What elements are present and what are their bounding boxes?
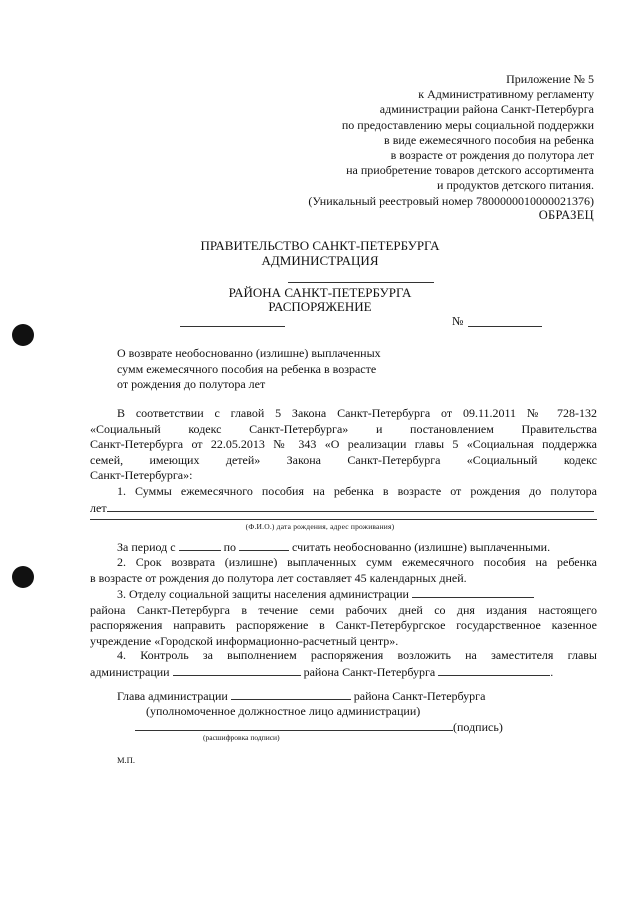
preamble-line: Санкт-Петербурга»: — [90, 468, 193, 483]
item-4-admin: администрации — [90, 664, 170, 679]
appendix-line: к Административному регламенту — [418, 87, 594, 102]
item-2-line: в возрасте от рождения до полутора лет составляет 45 календарных дней. — [90, 570, 467, 585]
item-1-line: 1. Суммы ежемесячного пособия на ребенка в возрасте от рождения до полутора — [117, 484, 597, 498]
period-to-label: по — [223, 540, 237, 554]
number-blank — [468, 326, 542, 327]
district-title: РАЙОНА САНКТ-ПЕТЕРБУРГА — [228, 285, 412, 300]
item-3-line: 3. Отделу социальной защиты населения администрации — [117, 587, 409, 601]
item-4 — [90, 648, 597, 680]
document-header — [0, 238, 640, 268]
signature-blank — [135, 719, 453, 731]
subject-line: сумм ежемесячного пособия на ребенка в возрасте — [117, 361, 377, 376]
signature-head — [117, 688, 485, 704]
administration-title: АДМИНИСТРАЦИЯ — [261, 253, 379, 268]
binder-hole-bottom — [12, 566, 34, 588]
number-label: № — [452, 314, 464, 328]
subject-block — [117, 346, 381, 393]
period-from-label: За период с — [117, 540, 176, 554]
item-4-end: . — [550, 664, 554, 679]
item-1-line — [90, 500, 597, 517]
appendix-line: в возрасте от рождения до полутора лет — [390, 148, 594, 163]
preamble-line: «Социальный кодекс Санкт-Петербурга» и постановлением Правительства — [90, 421, 597, 436]
district-name-line — [288, 282, 434, 283]
period-from-blank — [179, 539, 221, 551]
date-blank — [180, 326, 285, 327]
item-1-years: лет — [90, 500, 107, 515]
item-3 — [90, 586, 597, 649]
stamp-label: М.П. — [117, 755, 135, 765]
preamble-line: семей, имеющих детей» Закона Санкт-Петербурга «Социальный кодекс — [90, 452, 597, 467]
appendix-line: по предоставлению меры социальной поддержки — [341, 117, 594, 132]
subject-line: О возврате необоснованно (излишне) выплаченных — [117, 346, 381, 360]
item-2-line: 2. Срок возврата (излишне) выплаченных сумм ежемесячного пособия на ребенка — [117, 555, 597, 569]
person-blank — [107, 500, 594, 512]
person-caption: (Ф.И.О.) дата рождения, адрес проживания) — [245, 522, 395, 531]
government-title: ПРАВИТЕЛЬСТВО САНКТ-ПЕТЕРБУРГА — [200, 238, 440, 253]
preamble — [90, 406, 597, 484]
appendix-header — [308, 72, 594, 209]
appendix-line: (Уникальный реестровый номер 7800000010000021376) — [308, 193, 594, 208]
period-line — [90, 539, 597, 556]
appendix-line: и продуктов детского питания. — [437, 178, 594, 193]
appendix-line: в виде ежемесячного пособия на ребенка — [384, 132, 594, 147]
period-rest: считать необоснованно (излишне) выплаченными. — [292, 540, 551, 554]
signature-line — [135, 719, 503, 735]
person-blank-2 — [90, 519, 597, 520]
item-4-line: 4. Контроль за выполнением распоряжения возложить на заместителя главы — [117, 648, 597, 662]
official-caption: (уполномоченное должностное лицо администрации) — [146, 704, 421, 718]
subject-line: от рождения до полутора лет — [117, 377, 266, 391]
department-blank — [412, 586, 534, 598]
sample-label: ОБРАЗЕЦ — [538, 208, 594, 222]
item-1 — [90, 484, 597, 516]
decode-caption: (расшифровка подписи) — [203, 733, 280, 742]
deputy-blank — [173, 664, 301, 676]
binder-hole-top — [12, 324, 34, 346]
deputy-name-blank — [438, 664, 550, 676]
preamble-line: Санкт-Петербурга от 22.05.2013 № 343 «О реализации главы 5 «Социальная поддержка — [90, 437, 597, 452]
item-3-line: распоряжения направить распоряжение в Санкт-Петербургское государственное казенное — [90, 618, 597, 633]
head-blank — [231, 688, 351, 700]
appendix-line: Приложение № 5 — [506, 72, 594, 86]
preamble-line: В соответствии с главой 5 Закона Санкт-Петербурга от 09.11.2011 № 728-132 — [117, 406, 597, 420]
item-4-district: района Санкт-Петербурга — [303, 664, 436, 679]
head-district: района Санкт-Петербурга — [353, 689, 486, 703]
signature-label: (подпись) — [453, 720, 503, 734]
item-3-line: учреждение «Городской информационно-расчетный центр». — [90, 633, 399, 648]
district-block — [0, 286, 640, 314]
appendix-line: администрации района Санкт-Петербурга — [379, 102, 594, 117]
head-label: Глава администрации — [117, 689, 228, 703]
document-type: РАСПОРЯЖЕНИЕ — [268, 299, 372, 314]
appendix-line: на приобретение товаров детского ассортимента — [346, 163, 594, 178]
period-to-blank — [239, 539, 289, 551]
item-3-line: района Санкт-Петербурга в течение семи рабочих дней со дня издания настоящего — [90, 602, 597, 617]
item-2 — [90, 555, 597, 586]
